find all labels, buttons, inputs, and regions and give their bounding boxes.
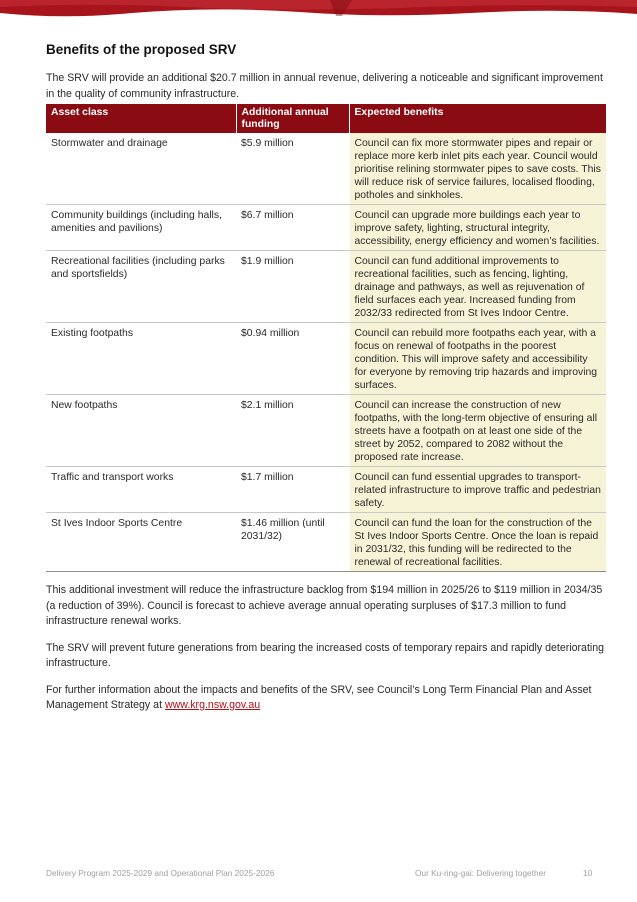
header-additional-funding: Additional annual funding bbox=[236, 104, 349, 133]
funding-cell: $1.46 million (until 2031/32) bbox=[236, 513, 349, 572]
table-header-row bbox=[46, 104, 606, 133]
main-content bbox=[46, 42, 606, 714]
footer-tagline: Our Ku-ring-gai: Delivering together bbox=[415, 868, 546, 878]
intro-paragraph: The SRV will provide an additional $20.7 million in annual revenue, delivering a noticeable and significant improvement in the quality of community infrastructure. bbox=[46, 72, 603, 100]
funding-cell: $1.7 million bbox=[236, 467, 349, 513]
website-link[interactable]: www.krg.nsw.gov.au bbox=[164, 699, 261, 711]
benefit-cell: Council can increase the construction of new footpaths, with the long-term objective of ensuring all streets have a footpath on at least one side of the street by 2052, compared to 2082 without the proposed rate increase. bbox=[349, 395, 606, 467]
table-row bbox=[46, 323, 606, 395]
section-heading: Benefits of the proposed SRV bbox=[46, 42, 237, 57]
table-row bbox=[46, 205, 606, 251]
benefit-cell: Council can fund additional improvements to recreational facilities, such as fencing, lighting, drainage and pathways, as well as rejuvenation of field surfaces each year. Increased funding from 2032/33 redirected from St Ives Indoor Centre. bbox=[349, 251, 606, 323]
header-asset-class: Asset class bbox=[46, 104, 236, 133]
funding-cell: $5.9 million bbox=[236, 133, 349, 205]
benefits-table bbox=[46, 104, 606, 572]
investment-paragraph: This additional investment will reduce the infrastructure backlog from $194 million in 2025/26 to $119 million in 2034/35 (a reduction of 39%). Council is forecast to achieve average annual operating surpluses of $17.3 million to fund infrastructure renewal works. bbox=[46, 584, 603, 627]
asset-cell: St Ives Indoor Sports Centre bbox=[46, 513, 236, 572]
asset-cell: Community buildings (including halls, amenities and pavilions) bbox=[46, 205, 236, 251]
benefit-cell: Council can fix more stormwater pipes and repair or replace more kerb inlet pits each year. Council would prioritise relining stormwater pipes to save costs. This will reduce risk of service failures, localised flooding, potholes and sinkholes. bbox=[349, 133, 606, 205]
benefit-cell: Council can fund essential upgrades to transport-related infrastructure to improve traffic and pedestrian safety. bbox=[349, 467, 606, 513]
table-row bbox=[46, 467, 606, 513]
benefit-cell: Council can upgrade more buildings each year to improve safety, lighting, structural integrity, accessibility, energy efficiency and women’s facilities. bbox=[349, 205, 606, 251]
asset-cell: Recreational facilities (including parks and sportsfields) bbox=[46, 251, 236, 323]
benefit-cell: Council can fund the loan for the construction of the St Ives Indoor Sports Centre. Once the loan is repaid in 2031/32, this funding will be redirected to the renewal of recreational facilities. bbox=[349, 513, 606, 572]
footer-document-title: Delivery Program 2025-2029 and Operational Plan 2025-2026 bbox=[46, 868, 275, 878]
funding-cell: $6.7 million bbox=[236, 205, 349, 251]
benefit-cell: Council can rebuild more footpaths each year, with a focus on renewal of footpaths in the poorest condition. This will improve safety and accessibility for everyone by removing trip hazards and improving surfaces. bbox=[349, 323, 606, 395]
future-generations-paragraph: The SRV will prevent future generations from bearing the increased costs of temporary repairs and rapidly deteriorating infrastructure. bbox=[46, 641, 605, 669]
asset-cell: Stormwater and drainage bbox=[46, 133, 236, 205]
asset-cell: Traffic and transport works bbox=[46, 467, 236, 513]
table-row bbox=[46, 133, 606, 205]
decorative-banner bbox=[0, 0, 637, 22]
funding-cell: $1.9 million bbox=[236, 251, 349, 323]
table-row bbox=[46, 251, 606, 323]
table-row bbox=[46, 395, 606, 467]
header-expected-benefits: Expected benefits bbox=[349, 104, 606, 133]
further-info-paragraph bbox=[46, 683, 606, 714]
further-info-text: For further information about the impacts and benefits of the SRV, see Council’s Long Term Financial Plan and Asset Management Strategy at bbox=[46, 683, 592, 711]
funding-cell: $0.94 million bbox=[236, 323, 349, 395]
page-number: 10 bbox=[583, 868, 593, 878]
asset-cell: Existing footpaths bbox=[46, 323, 236, 395]
asset-cell: New footpaths bbox=[46, 395, 236, 467]
funding-cell: $2.1 million bbox=[236, 395, 349, 467]
table-row bbox=[46, 513, 606, 572]
